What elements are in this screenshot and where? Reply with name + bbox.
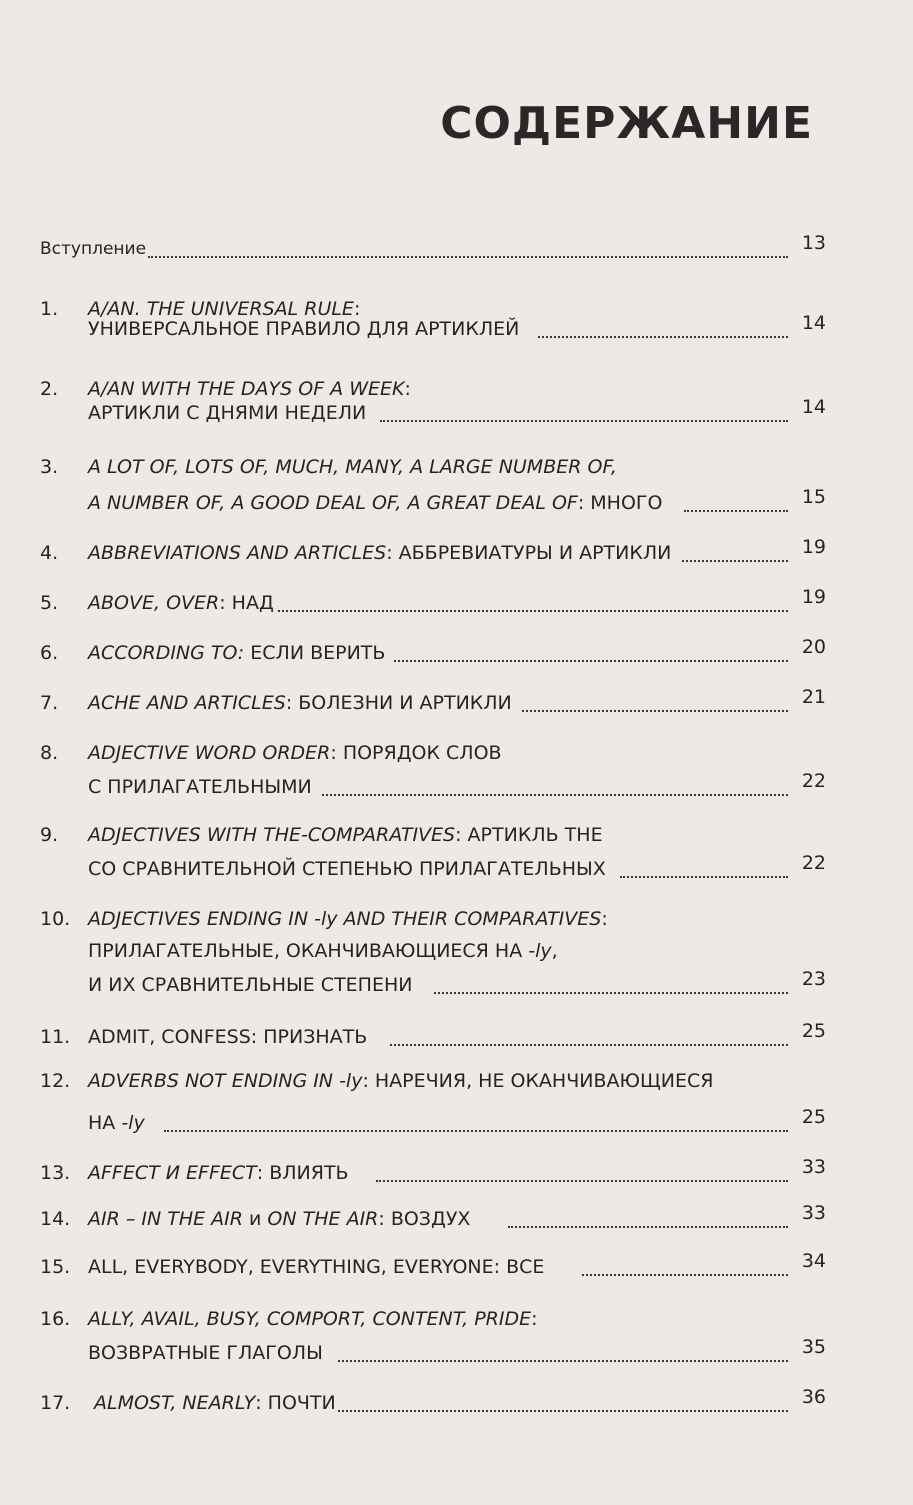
dot-leader: [582, 1274, 788, 1276]
entry-title-ru: : ВЛИЯТЬ: [256, 1162, 349, 1184]
entry-title-ru: : НАД: [219, 592, 274, 614]
entry-number: 4.: [40, 542, 59, 564]
entry-conj: и: [242, 1208, 268, 1230]
entry-title-ru: С ПРИЛАГАТЕЛЬНЫМИ: [88, 776, 312, 798]
toc-entry-13[interactable]: [0, 1156, 913, 1190]
entry-title-ru: : ПОРЯДОК СЛОВ: [330, 742, 502, 764]
page-number: 22: [801, 852, 826, 874]
entry-title-en: ADJECTIVES ENDING IN -ly AND THEIR COMPARATIVES: [88, 908, 602, 930]
page-number: 20: [801, 636, 826, 658]
entry-title-ru: :: [601, 908, 608, 930]
entry-title-ru: :: [353, 298, 361, 320]
page-number: 33: [801, 1202, 826, 1224]
entry-title-ru: :: [404, 378, 411, 400]
toc-entry-9[interactable]: [0, 818, 913, 852]
page-title: СОДЕРЖАНИЕ: [440, 98, 813, 149]
entry-number: 13.: [40, 1162, 71, 1184]
entry-title-ru: УНИВЕРСАЛЬНОЕ ПРАВИЛО ДЛЯ АРТИКЛЕЙ: [88, 318, 520, 340]
dot-leader: [278, 610, 788, 612]
entry-title-en: AFFECT И EFFECT: [88, 1162, 257, 1184]
dot-leader: [322, 794, 788, 796]
dot-leader: [684, 510, 788, 512]
entry-title-en: AIR – IN THE AIR: [88, 1208, 243, 1230]
entry-number: 5.: [40, 592, 59, 614]
page-number: 14: [801, 396, 826, 418]
entry-title: ADMIT, CONFESS: ПРИЗНАТЬ: [88, 1026, 368, 1048]
entry-title-ru: : АРТИКЛЬ THE: [455, 824, 603, 846]
page-number: 19: [801, 536, 826, 558]
dot-leader: [148, 256, 788, 258]
toc-entry-10-line2: [0, 934, 913, 968]
entry-title-en: ADJECTIVE WORD ORDER: [88, 742, 331, 764]
toc-entry-4[interactable]: [0, 536, 913, 570]
toc-entry-12[interactable]: [0, 1064, 913, 1098]
entry-number: 9.: [40, 824, 59, 846]
entry-title-en: ALLY, AVAIL, BUSY, COMPORT, CONTENT, PRIDE: [88, 1308, 532, 1330]
dot-leader: [434, 992, 788, 994]
page-number: 35: [801, 1336, 826, 1358]
toc-entry-intro[interactable]: [0, 232, 913, 266]
entry-title-ru: : ВОЗДУХ: [378, 1208, 471, 1230]
entry-title-ru: СО СРАВНИТЕЛЬНОЙ СТЕПЕНЬЮ ПРИЛАГАТЕЛЬНЫХ: [88, 858, 606, 880]
entry-number: 16.: [40, 1308, 71, 1330]
entry-title-ru: И ИХ СРАВНИТЕЛЬНЫЕ СТЕПЕНИ: [88, 974, 413, 996]
entry-title-en: A/AN. THE UNIVERSAL RULE: [88, 298, 354, 320]
dot-leader: [394, 660, 788, 662]
entry-title-ru: : НАРЕЧИЯ, НЕ ОКАНЧИВАЮЩИЕСЯ: [362, 1070, 714, 1092]
entry-number: 12.: [40, 1070, 71, 1092]
entry-title-ru: ПРИЛАГАТЕЛЬНЫЕ, ОКАНЧИВАЮЩИЕСЯ НА: [88, 940, 529, 962]
entry-title: ALL, EVERYBODY, EVERYTHING, EVERYONE: ВСЕ: [88, 1256, 545, 1278]
dot-leader: [164, 1130, 788, 1132]
entry-title-en: ABBREVIATIONS AND ARTICLES: [88, 542, 387, 564]
toc-entry-10-line3[interactable]: [0, 968, 913, 1002]
dot-leader: [682, 560, 788, 562]
entry-punct: ,: [551, 940, 558, 962]
dot-leader: [522, 710, 788, 712]
dot-leader: [338, 1410, 788, 1412]
page-number: 21: [801, 686, 826, 708]
entry-title-en-2: ON THE AIR: [267, 1208, 379, 1230]
entry-title-en: ABOVE, OVER: [88, 592, 220, 614]
toc-entry-14[interactable]: [0, 1202, 913, 1236]
page-number: 14: [801, 312, 826, 334]
page-number: 34: [801, 1250, 826, 1272]
entry-number: 17.: [40, 1392, 71, 1414]
toc-entry-7[interactable]: [0, 686, 913, 720]
page-number: 19: [801, 586, 826, 608]
page-number: 36: [801, 1386, 826, 1408]
entry-title-en: A NUMBER OF, A GOOD DEAL OF, A GREAT DEAL OF: [88, 492, 578, 514]
entry-title-ru: ВОЗВРАТНЫЕ ГЛАГОЛЫ: [88, 1342, 323, 1364]
page-number: 25: [801, 1020, 826, 1042]
entry-title-en: ACHE AND ARTICLES: [88, 692, 286, 714]
entry-number: 10.: [40, 908, 71, 930]
toc-entry-16-line2[interactable]: [0, 1336, 913, 1370]
entry-title-ru: : АББРЕВИАТУРЫ И АРТИКЛИ: [386, 542, 672, 564]
entry-suffix-en: -ly: [528, 940, 552, 962]
dot-leader: [338, 1360, 788, 1362]
entry-title-ru: ЕСЛИ ВЕРИТЬ: [244, 642, 386, 664]
entry-title-ru: АРТИКЛИ С ДНЯМИ НЕДЕЛИ: [88, 402, 367, 424]
page-number: 23: [801, 968, 826, 990]
entry-title-en: ALMOST, NEARLY: [94, 1392, 256, 1414]
toc-entry-17[interactable]: [0, 1386, 913, 1420]
entry-title-en: A/AN WITH THE DAYS OF A WEEK: [88, 378, 405, 400]
entry-number: 8.: [40, 742, 59, 764]
entry-number: 6.: [40, 642, 59, 664]
page-number: 33: [801, 1156, 826, 1178]
page-number: 15: [801, 486, 826, 508]
entry-title-ru: НА: [88, 1112, 122, 1134]
entry-number: 11.: [40, 1026, 71, 1048]
toc-entry-10[interactable]: [0, 902, 913, 936]
toc-entry-8-line2[interactable]: [0, 770, 913, 804]
toc-entry-3[interactable]: [0, 450, 913, 484]
toc-entry-6[interactable]: [0, 636, 913, 670]
entry-text: Вступление: [40, 239, 147, 259]
dot-leader: [380, 420, 788, 422]
toc-entry-11[interactable]: [0, 1020, 913, 1054]
toc-entry-16[interactable]: [0, 1302, 913, 1336]
toc-entry-9-line2[interactable]: [0, 852, 913, 886]
toc-entry-5[interactable]: [0, 586, 913, 620]
entry-title-ru: :: [531, 1308, 538, 1330]
page-number: 13: [801, 232, 826, 254]
entry-number: 14.: [40, 1208, 71, 1230]
toc-entry-3-line2[interactable]: [0, 486, 913, 520]
toc-entry-2-line2[interactable]: [0, 396, 913, 430]
dot-leader: [376, 1180, 788, 1182]
entry-number: 7.: [40, 692, 59, 714]
entry-title-en: ACCORDING TO:: [88, 642, 245, 664]
dot-leader: [538, 336, 788, 338]
entry-title-en: ADJECTIVES WITH THE-COMPARATIVES: [88, 824, 456, 846]
entry-title-en: ADVERBS NOT ENDING IN -ly: [88, 1070, 363, 1092]
entry-title-ru: : ПОЧТИ: [255, 1392, 336, 1414]
entry-suffix-en: -ly: [121, 1112, 145, 1134]
entry-title-ru: : БОЛЕЗНИ И АРТИКЛИ: [285, 692, 512, 714]
entry-number: 3.: [40, 456, 59, 478]
toc-entry-1-line2[interactable]: [0, 312, 913, 346]
dot-leader: [620, 876, 788, 878]
page-number: 25: [801, 1106, 826, 1128]
dot-leader: [508, 1226, 788, 1228]
toc-entry-12-line2[interactable]: [0, 1106, 913, 1140]
toc-entry-8[interactable]: [0, 736, 913, 770]
entry-title-ru: : МНОГО: [577, 492, 663, 514]
page-number: 22: [801, 770, 826, 792]
entry-number: 15.: [40, 1256, 71, 1278]
toc-entry-15[interactable]: [0, 1250, 913, 1284]
entry-number: 2.: [40, 378, 59, 400]
dot-leader: [390, 1044, 788, 1046]
entry-number: 1.: [40, 298, 59, 320]
entry-title-en: A LOT OF, LOTS OF, MUCH, MANY, A LARGE NUMBER OF,: [88, 456, 617, 478]
